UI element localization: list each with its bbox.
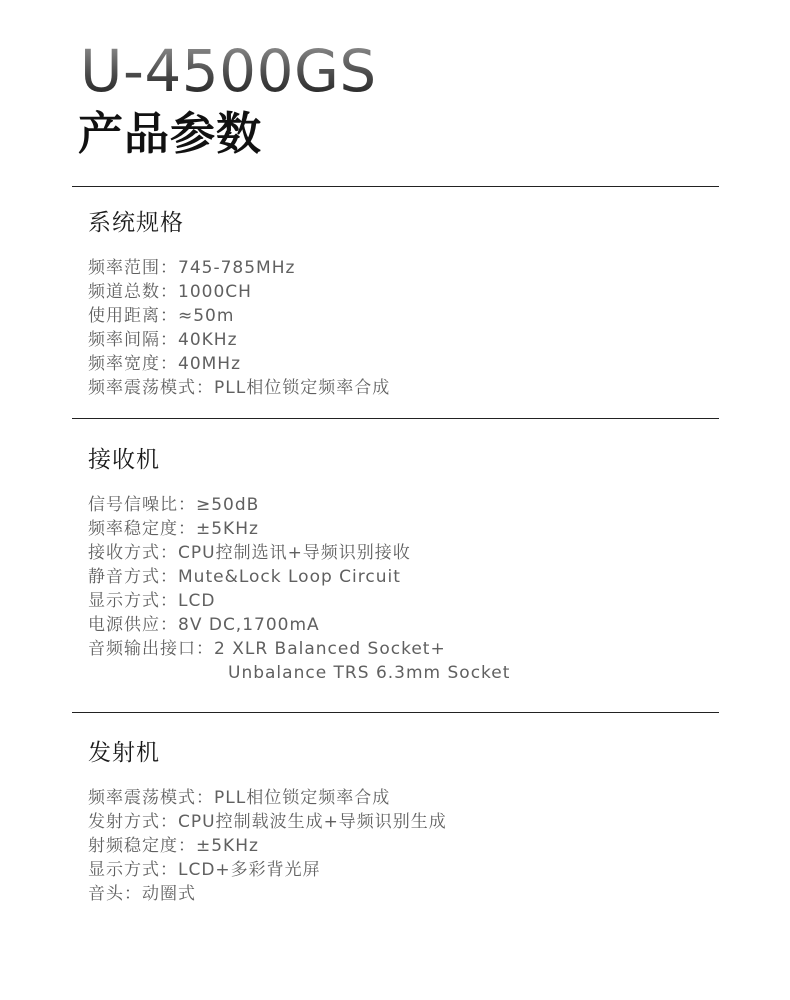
- spec-value: Mute&Lock Loop Circuit: [178, 567, 401, 587]
- spec-value: CPU控制载波生成+导频识别生成: [178, 812, 447, 832]
- spec-label: 静音方式：: [88, 567, 178, 587]
- spec-item: [88, 882, 728, 906]
- divider-receiver: [72, 418, 719, 419]
- spec-item: [88, 541, 728, 565]
- spec-value: 1000CH: [178, 282, 252, 302]
- spec-item: [88, 589, 728, 613]
- spec-value: 8V DC,1700mA: [178, 615, 320, 635]
- spec-label: 显示方式：: [88, 860, 178, 880]
- spec-label: 频率震荡模式：: [88, 788, 214, 808]
- spec-item: [88, 613, 728, 637]
- section-system-specs: [88, 209, 728, 400]
- spec-value: ≈50m: [178, 306, 235, 326]
- page-title: 产品参数: [78, 107, 263, 160]
- spec-value: 40KHz: [178, 330, 238, 350]
- spec-value: ±5KHz: [196, 836, 259, 856]
- spec-label: 音频输出接口：: [88, 639, 214, 659]
- spec-label: 频率间隔：: [88, 330, 178, 350]
- spec-list: [88, 256, 728, 400]
- spec-label: 音头：: [88, 884, 142, 904]
- spec-value: LCD+多彩背光屏: [178, 860, 321, 880]
- section-transmitter: [88, 739, 728, 906]
- section-title: 系统规格: [88, 210, 184, 236]
- spec-label: 频率宽度：: [88, 354, 178, 374]
- spec-item: [88, 834, 728, 858]
- spec-item: [88, 352, 728, 376]
- spec-label: 频率范围：: [88, 258, 178, 278]
- page-header: [80, 38, 377, 162]
- spec-value-continued: Unbalance TRS 6.3mm Socket: [228, 663, 511, 683]
- spec-item: [88, 328, 728, 352]
- spec-label: 频道总数：: [88, 282, 178, 302]
- spec-value: 745-785MHz: [178, 258, 296, 278]
- spec-item: [88, 517, 728, 541]
- spec-item: [88, 637, 728, 685]
- model-name: U-4500GS: [80, 37, 377, 105]
- spec-label: 显示方式：: [88, 591, 178, 611]
- spec-item: [88, 256, 728, 280]
- section-title: 接收机: [88, 447, 160, 473]
- spec-item: [88, 565, 728, 589]
- spec-label: 频率稳定度：: [88, 519, 196, 539]
- spec-value: ±5KHz: [196, 519, 259, 539]
- spec-item: [88, 376, 728, 400]
- spec-item: [88, 810, 728, 834]
- divider-system: [72, 186, 719, 187]
- spec-label: 使用距离：: [88, 306, 178, 326]
- spec-label: 电源供应：: [88, 615, 178, 635]
- spec-label: 信号信噪比：: [88, 495, 196, 515]
- spec-item: [88, 304, 728, 328]
- spec-value: 2 XLR Balanced Socket+: [214, 639, 446, 659]
- spec-item: [88, 280, 728, 304]
- section-receiver: [88, 446, 728, 685]
- spec-label: 频率震荡模式：: [88, 378, 214, 398]
- section-title: 发射机: [88, 740, 160, 766]
- spec-item: [88, 858, 728, 882]
- spec-item: [88, 786, 728, 810]
- divider-transmitter: [72, 712, 719, 713]
- spec-item: [88, 493, 728, 517]
- spec-label: 发射方式：: [88, 812, 178, 832]
- spec-value: 40MHz: [178, 354, 242, 374]
- spec-value: PLL相位锁定频率合成: [214, 378, 391, 398]
- spec-value: LCD: [178, 591, 216, 611]
- spec-list: [88, 493, 728, 685]
- spec-value: CPU控制选讯+导频识别接收: [178, 543, 411, 563]
- spec-value: ≥50dB: [196, 495, 260, 515]
- spec-value: PLL相位锁定频率合成: [214, 788, 391, 808]
- spec-label: 射频稳定度：: [88, 836, 196, 856]
- spec-label: 接收方式：: [88, 543, 178, 563]
- spec-list: [88, 786, 728, 906]
- spec-value: 动圈式: [142, 884, 196, 904]
